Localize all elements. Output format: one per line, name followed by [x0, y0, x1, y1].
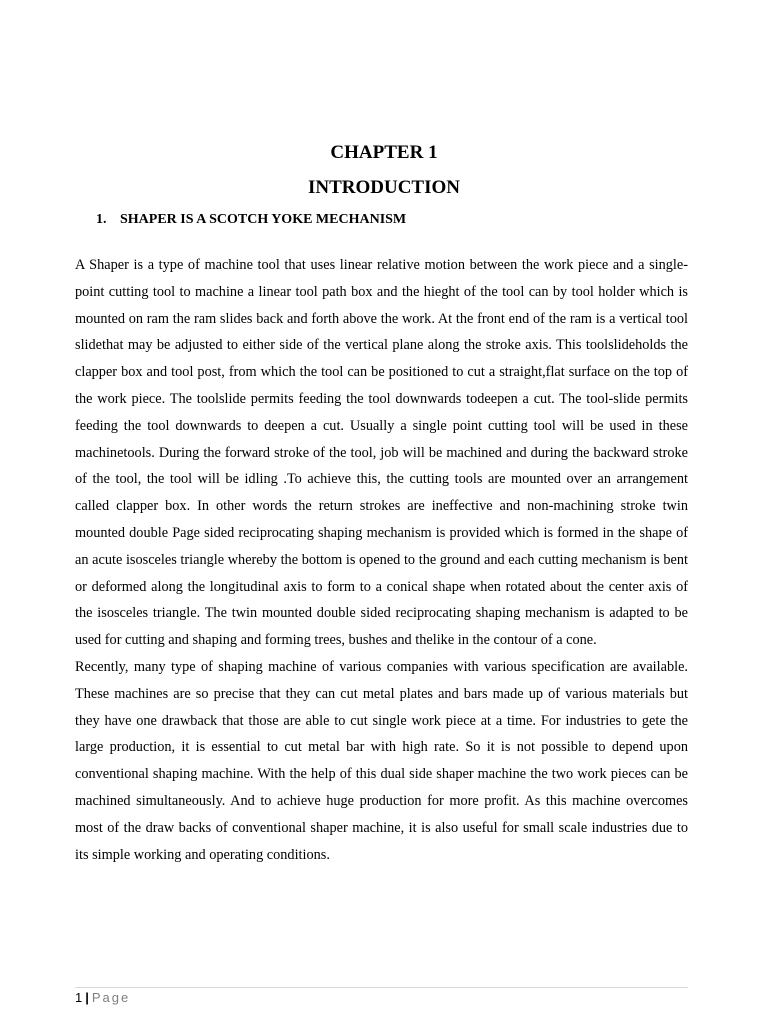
- paragraph: A Shaper is a type of machine tool that uses linear relative motion between the work piece and a single-point cutting tool to machine a linear tool path box and the hieght of the tool can by tool holder which is mounted on ram the ram slides back and forth above the work. At the front end of the ram is a vertical tool slidethat may be adjusted to either side of the vertical plane along the stroke axis. This toolslideholds the clapper box and tool post, from which the tool can be positioned to cut a straight,flat surface on the top of the work piece. The toolslide permits feeding the tool downwards todeepen a cut. The tool-slide permits feeding the tool downwards to deepen a cut. Usually a single point cutting tool will be used in these machinetools. During the forward stroke of the tool, job will be machined and during the backward stroke of the tool, the tool will be idling .To achieve this, the cutting tools are mounted over an arrangement called clapper box. In other words the return strokes are ineffective and non-machining stroke twin mounted double Page sided reciprocating shaping mechanism is provided which is formed in the shape of an acute isosceles triangle whereby the bottom is opened to the ground and each cutting mechanism is bent or deformed along the longitudinal axis to form to a conical shape when rotated about the center axis of the isosceles triangle. The twin mounted double sided reciprocating shaping mechanism is adapted to be used for cutting and shaping and forming trees, bushes and thelike in the contour of a cone.: [75, 257, 688, 649]
- section-number: 1.: [96, 212, 107, 227]
- footer-separator: |: [85, 990, 89, 1005]
- page-footer: [75, 989, 130, 1007]
- footer-page-label: Page: [91, 990, 131, 1005]
- chapter-heading: INTRODUCTION: [307, 177, 461, 198]
- footer-divider: [75, 987, 688, 988]
- footer-page-number: 1: [75, 990, 83, 1005]
- section-heading: [96, 210, 406, 230]
- body-text: [75, 252, 688, 868]
- chapter-title: CHAPTER 1: [330, 142, 438, 163]
- section-title: SHAPER IS A SCOTCH YOKE MECHANISM: [120, 212, 407, 227]
- paragraph: Recently, many type of shaping machine of various companies with various specification are available. These machines are so precise that they can cut metal plates and bars made up of various materials but they have one drawback that those are able to cut single work piece at a time. For industries to gete the large production, it is essential to cut metal bar with high rate. So it is not possible to depend upon conventional shaping machine. With the help of this dual side shaper machine the two work pieces can be machined simultaneously. And to achieve huge production for more profit. As this machine overcomes most of the draw backs of conventional shaper machine, it is also useful for small scale industries due to its simple working and operating conditions.: [75, 658, 688, 863]
